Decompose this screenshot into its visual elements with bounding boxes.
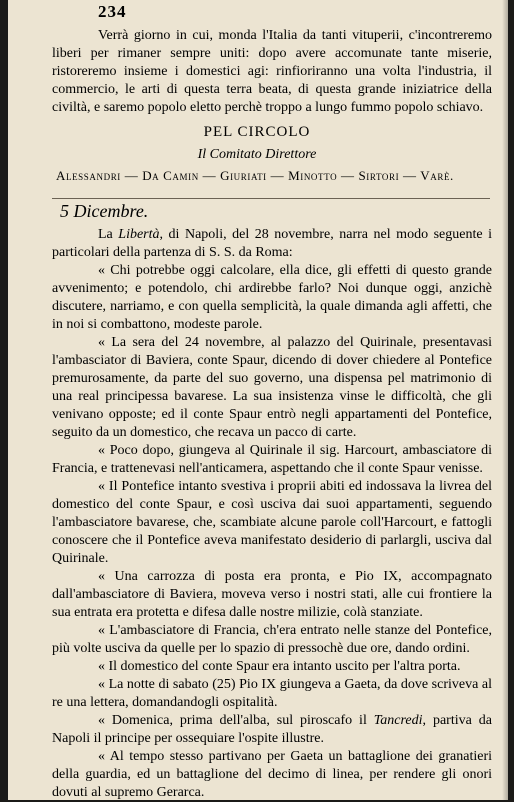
paragraph: « La notte di sabato (25) Pio IX giungeva a Gaeta, da dove scriveva al re una lettera, domandandogli ospitalità. (52, 677, 492, 710)
paragraph: « Una carrozza di posta era pronta, e Pio IX, accompagnato dall'ambasciatore di Baviera, moveva verso i nostri stati, alle cui frontiere la sua entrata era protetta e difesa dalle nostre milizie, colà stanziate. (52, 569, 492, 620)
paragraph: « L'ambasciatore di Francia, ch'era entrato nelle stanze del Pontefice, più volte usciva da quelle per lo spazio di pressochè due ore, dando ordini. (52, 623, 492, 656)
article-body (52, 226, 492, 802)
page-number: 234 (98, 2, 127, 21)
paragraph: « Poco dopo, giungeva al Quirinale il sig. Harcourt, ambasciatore di Francia, e trattenevasi nell'anticamera, aspettando che il conte Spaur venisse. (52, 443, 492, 476)
paragraph: « Il Pontefice intanto svestiva i proprii abiti ed indossava la livrea del domestico del conte Spaur, e così usciva dai suoi appartamenti, seguendo l'ambasciatore bavarese, che, scambiate alcune parole coll'Harcourt, e fattogli conoscere che il Pontefice aveva manifestato desiderio di parlargli, usciva dal Quirinale. (52, 479, 492, 566)
paragraph: « Chi potrebbe oggi calcolare, ella dice, gli effetti di questo grande avvenimento; e potendolo, chi ardirebbe farlo? Noi dunque oggi, anzichè discutere, narriamo, e con quella semplicità, la quale dimanda agli affetti, che in noi si combattono, modeste parole. (52, 263, 492, 332)
intro-paragraph: Verrà giorno in cui, monda l'Italia da tanti vituperii, c'incontreremo liberi per rimaner sempre uniti: dopo avere accomunate tante miserie, ristoreremo insieme i domestici agi: rinfioriranno una volta l'industria, il commercio, le arti di questa terra beata, di questa grande iniziatrice della civiltà, e saremo popolo eletto perchè troppo a lungo fummo popolo schiavo. (52, 28, 492, 115)
paragraph: La Libertà, di Napoli, del 28 novembre, narra nel modo seguente i particolari della partenza di S. S. da Roma: (52, 227, 492, 260)
page-edge-shadow (502, 0, 508, 800)
signature-comitato: Il Comitato Direttore (197, 147, 317, 162)
section-divider (52, 198, 490, 199)
paragraph: « Al tempo stesso partivano per Gaeta un battaglione dei granatieri della guardia, ed un battaglione del decimo di linea, per rendere gli onori dovuti al supremo Gerarca. (52, 749, 492, 800)
paragraph: « Domenica, prima dell'alba, sul piroscafo il Tancredi, partiva da Napoli il principe per ossequiare l'ospite illustre. (52, 713, 492, 746)
date-heading: 5 Dicembre. (60, 201, 149, 221)
signature-names: Alessandri — Da Camin — Giuriati — Minotto — Sirtori — Varè. (56, 168, 454, 183)
signature-circolo: PEL CIRCOLO (203, 124, 311, 140)
paragraph: « La sera del 24 novembre, al palazzo del Quirinale, presentavasi l'ambasciator di Baviera, conte Spaur, dicendo di dover chiedere al Pontefice premurosamente, da parte del suo governo, una dispensa pel matrimonio di una real principessa bavarese. La sua insistenza vinse le difficoltà, che gli venivano opposte; ed il conte Spaur entrò negli appartamenti del Pontefice, seguito da un domestico, che recava un pacco di carte. (52, 335, 492, 440)
paragraph: « Il domestico del conte Spaur era intanto uscito per l'altra porta. (98, 659, 461, 674)
